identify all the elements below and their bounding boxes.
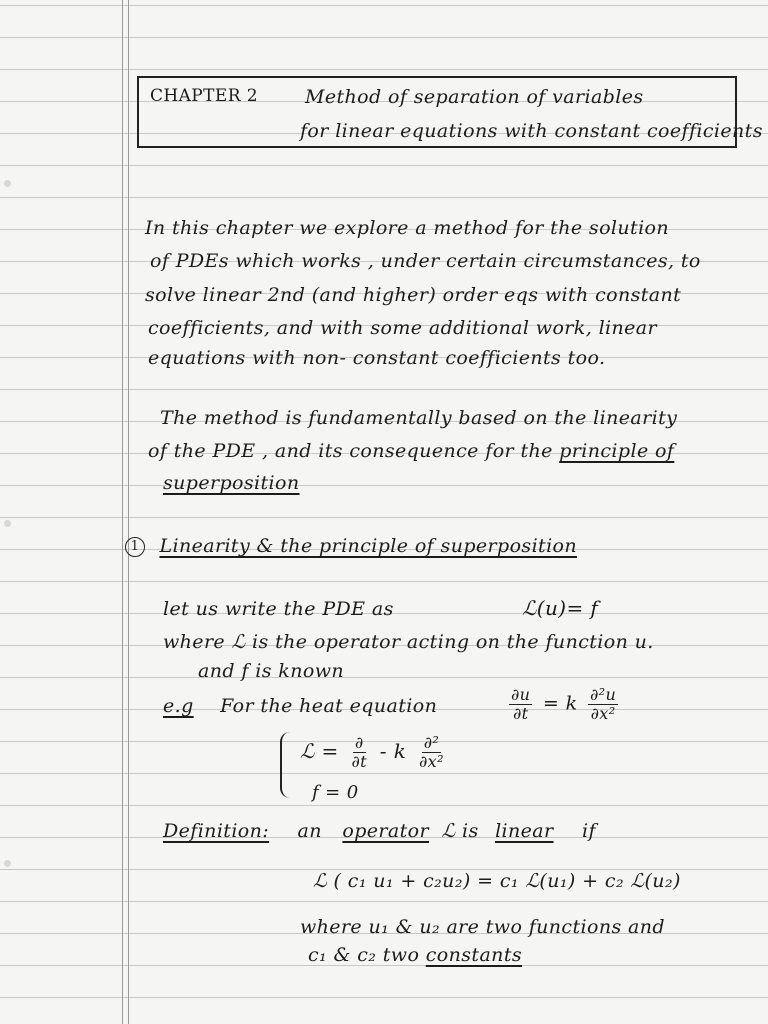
du-dt-fraction: $\frac{\partial u}{\partial t}$ bbox=[511, 685, 531, 723]
where-operator-line: where ℒ is the operator acting on the function u. bbox=[163, 631, 654, 653]
intro-line-1: In this chapter we explore a method for the solution bbox=[145, 217, 670, 239]
binder-hole bbox=[4, 520, 11, 527]
where-functions-line: where u₁ & u₂ are two functions and bbox=[300, 916, 665, 938]
f-equals-zero: f = 0 bbox=[312, 782, 359, 803]
superposition-term: superposition bbox=[163, 472, 300, 494]
intro-line-5: equations with non- constant coefficients too. bbox=[148, 347, 606, 369]
linear-term: linear bbox=[495, 820, 554, 842]
pde-operator-equation: ℒ(u)= f bbox=[522, 596, 599, 620]
d2u-dx2-fraction: $\frac{\text{∂²u}}{\text{∂x²}}$ bbox=[589, 685, 617, 723]
intro-line-3: solve linear 2nd (and higher) order eqs with constant bbox=[145, 284, 682, 306]
constants-term: constants bbox=[425, 944, 523, 966]
operator-lhs: ℒ = bbox=[300, 739, 339, 763]
equals-k: = k bbox=[542, 692, 578, 715]
d2-dx2-fraction: $\frac{\text{∂²}}{\text{∂x²}}$ bbox=[418, 733, 444, 771]
constants-line-text: c₁ & c₂ two bbox=[308, 944, 420, 966]
operator-term: operator bbox=[342, 820, 429, 842]
intro-line-4: coefficients, and with some additional work, linear bbox=[148, 317, 658, 339]
curly-brace bbox=[280, 732, 294, 798]
f-is-known-line: and f is known bbox=[198, 660, 344, 682]
section-1-heading bbox=[125, 535, 577, 557]
definition-is: ℒ is bbox=[441, 820, 479, 842]
linearity-equation: ℒ ( c₁ u₁ + c₂u₂) = c₁ ℒ(u₁) + c₂ ℒ(u₂) bbox=[313, 870, 681, 892]
binder-hole bbox=[4, 180, 11, 187]
definition-if: if bbox=[581, 820, 596, 842]
definition-an: an bbox=[297, 820, 322, 842]
section-number-circle: 1 bbox=[125, 537, 145, 557]
intro-line-2: of PDEs which works , under certain circumstances, to bbox=[150, 250, 701, 272]
section-1-title: Linearity & the principle of superposition bbox=[159, 535, 578, 557]
margin-line-left bbox=[122, 0, 123, 1024]
margin-line-right bbox=[128, 0, 129, 1024]
method-line-2-text: of the PDE , and its consequence for the bbox=[148, 440, 553, 462]
let-us-write-text: let us write the PDE as bbox=[163, 598, 394, 620]
minus-k: - k bbox=[379, 739, 407, 763]
principle-of-term: principle of bbox=[559, 440, 675, 462]
heat-equation bbox=[505, 686, 622, 723]
chapter-title-line2: for linear equations with constant coefficients bbox=[300, 120, 763, 142]
method-line-1: The method is fundamentally based on the linearity bbox=[160, 407, 678, 429]
eg-text: For the heat equation bbox=[220, 695, 438, 717]
method-line-2 bbox=[148, 440, 674, 462]
chapter-title-line1: Method of separation of variables bbox=[305, 86, 644, 108]
definition-line bbox=[163, 820, 596, 842]
d-dt-fraction: $\frac{\partial}{\partial t}$ bbox=[351, 733, 368, 771]
chapter-number: CHAPTER 2 bbox=[150, 86, 258, 106]
eg-label: e.g bbox=[163, 695, 194, 717]
heat-operator bbox=[300, 734, 450, 771]
example-line bbox=[163, 695, 437, 717]
constants-line bbox=[308, 944, 522, 966]
binder-hole bbox=[4, 860, 11, 867]
definition-label: Definition: bbox=[163, 820, 270, 842]
